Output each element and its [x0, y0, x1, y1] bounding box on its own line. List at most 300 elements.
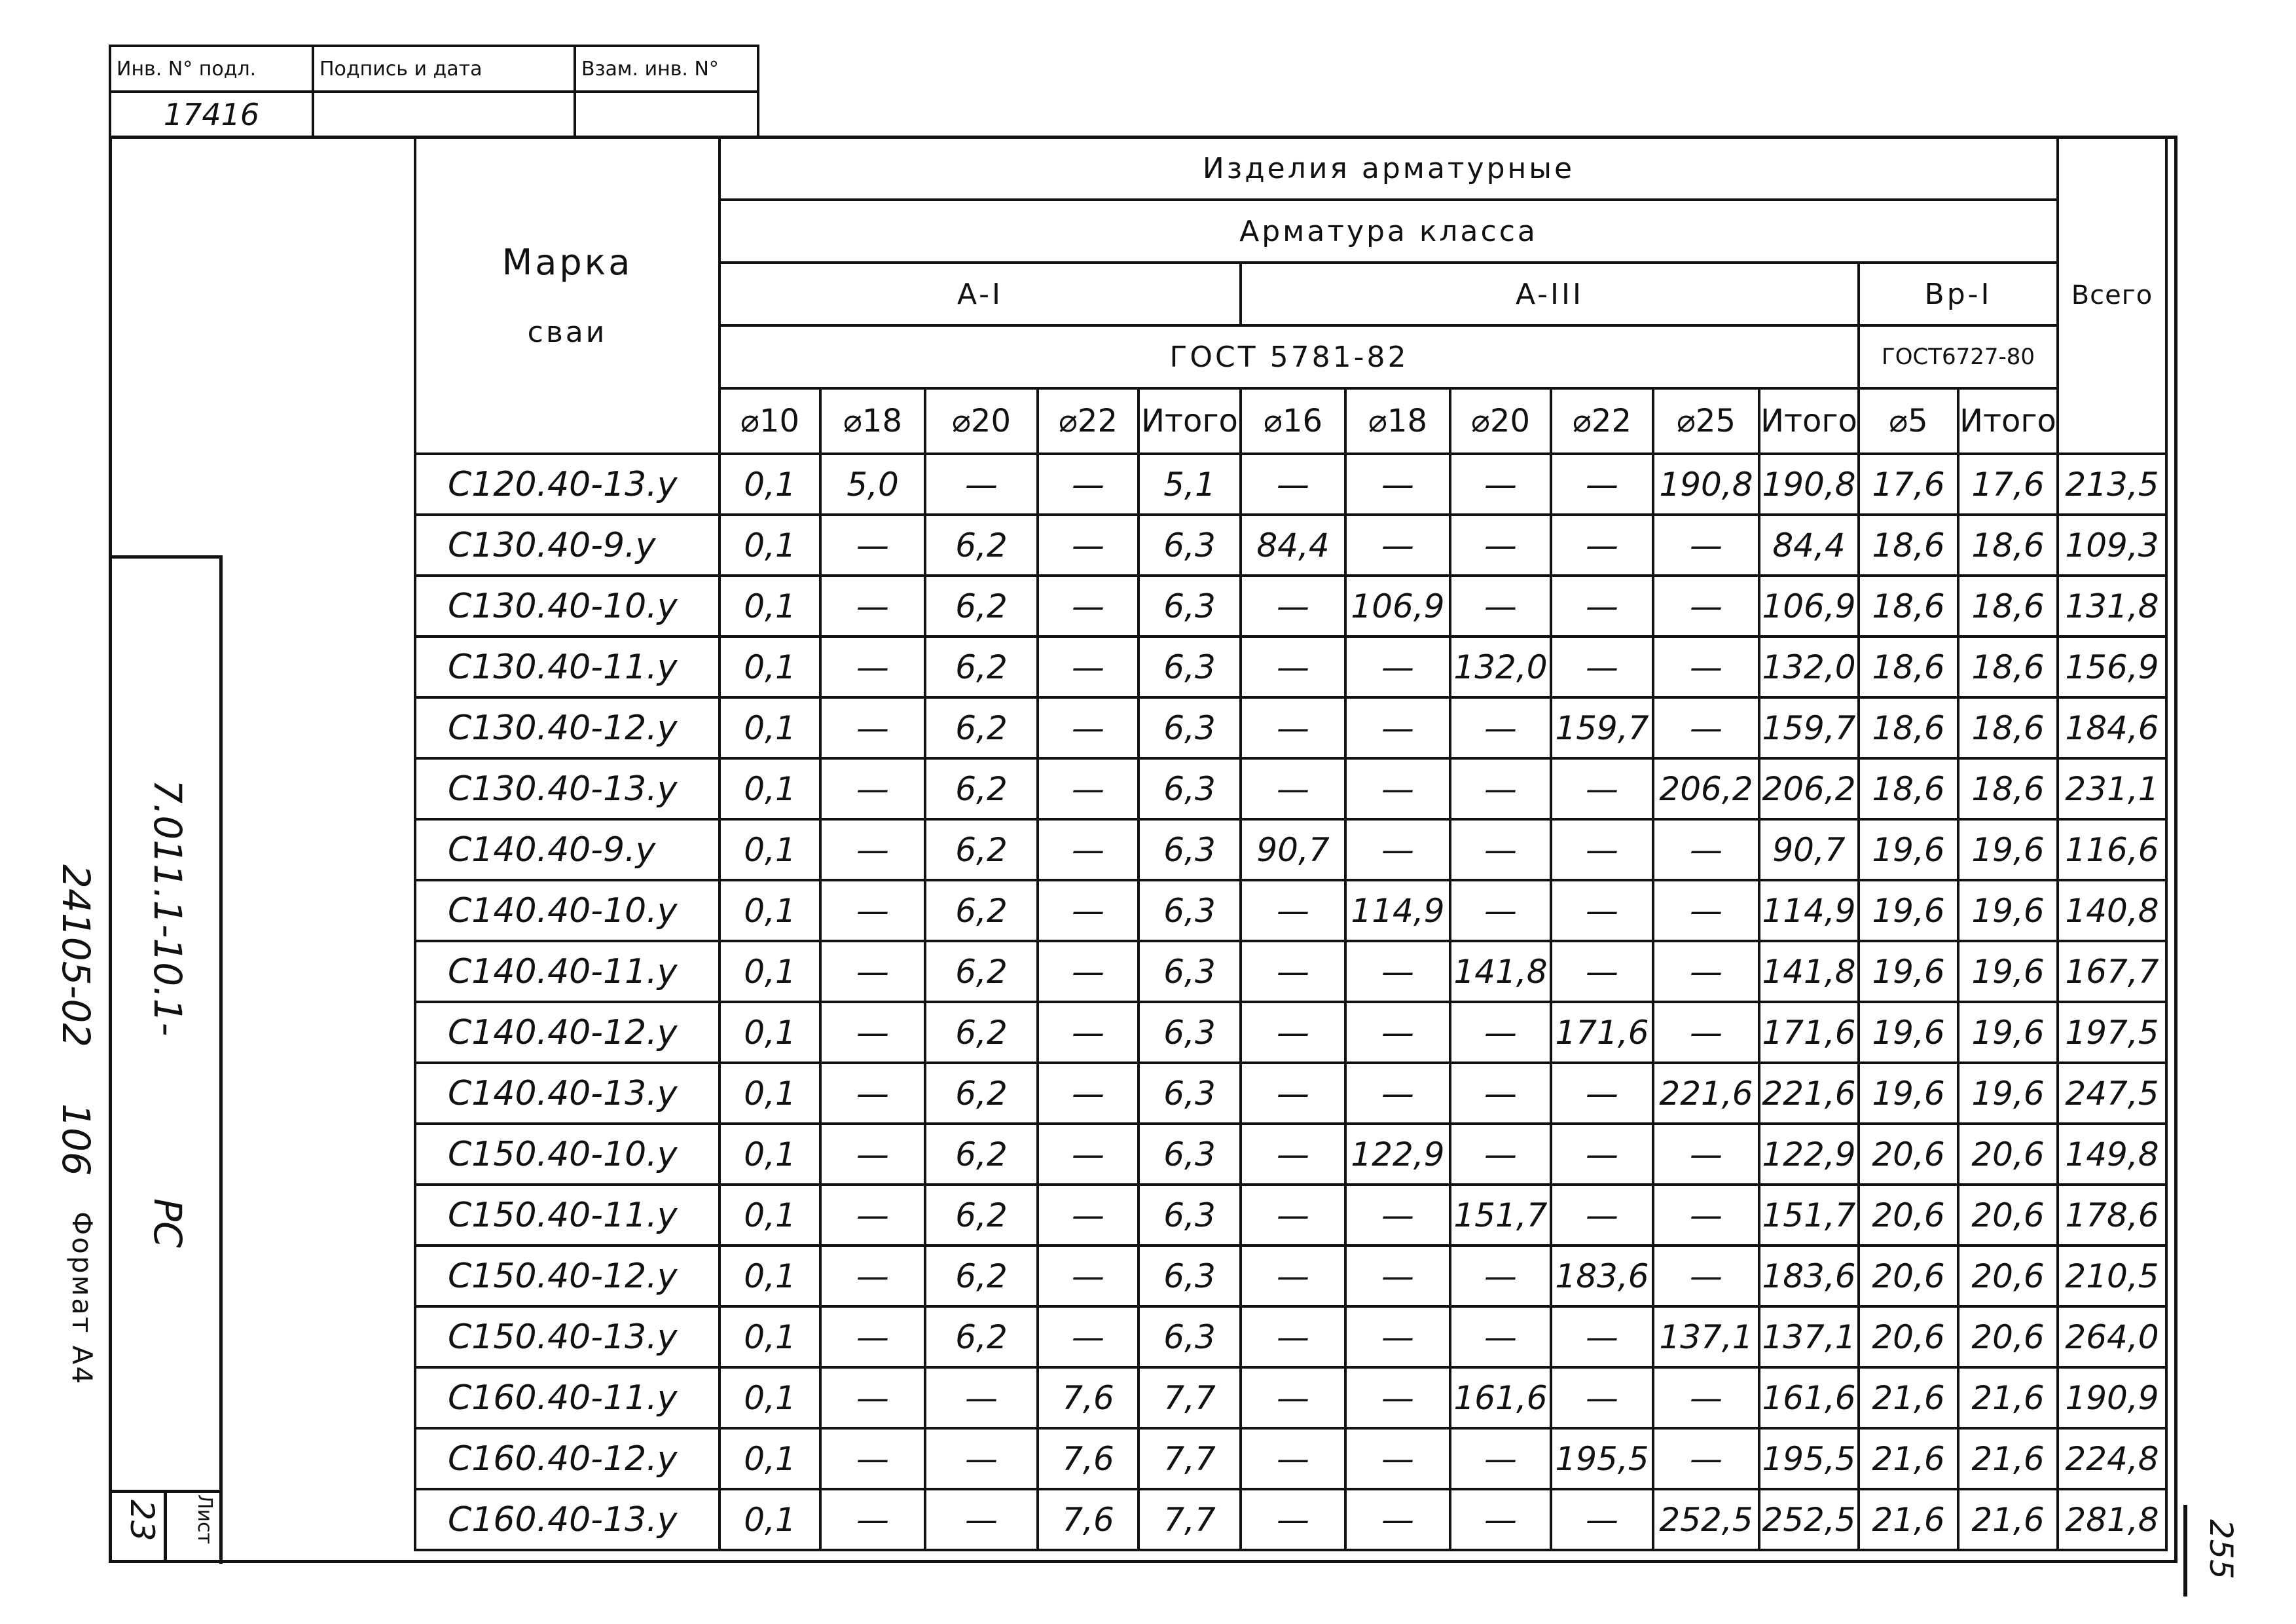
stamp-header-inv: Инв. N° подл.	[110, 46, 313, 92]
reinforcement-table	[414, 136, 2168, 1551]
table-cell: —	[1241, 1246, 1345, 1306]
table-cell: 178,6	[2058, 1185, 2166, 1246]
page-number-rule	[2183, 1505, 2187, 1596]
table-cell: 6,3	[1139, 1002, 1241, 1063]
table-cell: 17,6	[1859, 454, 1958, 515]
table-cell: —	[1241, 1367, 1345, 1428]
table-cell: —	[1450, 576, 1551, 637]
table-cell: 6,3	[1139, 1063, 1241, 1124]
table-cell: —	[1241, 1124, 1345, 1185]
class-a1-header: A-I	[720, 263, 1241, 325]
products-header: Изделия арматурные	[720, 137, 2058, 200]
table-cell: 132,0	[1450, 637, 1551, 697]
table-cell: 7,6	[1038, 1367, 1139, 1428]
table-cell: —	[1653, 880, 1759, 941]
table-cell: 19,6	[1859, 1002, 1958, 1063]
edition: 106	[54, 1103, 98, 1176]
table-cell: 6,2	[925, 941, 1038, 1002]
table-cell: 6,3	[1139, 1185, 1241, 1246]
table-cell: 195,5	[1759, 1428, 1859, 1489]
table-cell: 20,6	[1859, 1185, 1958, 1246]
table-cell: —	[1653, 637, 1759, 697]
table-cell: 84,4	[1759, 515, 1859, 576]
table-cell: 5,1	[1139, 454, 1241, 515]
table-cell: —	[1653, 1428, 1759, 1489]
table-row	[415, 1489, 2166, 1550]
gost-b-header: ГОСТ6727-80	[1859, 325, 2058, 388]
pile-mark: С130.40-13.у	[415, 758, 720, 819]
column-header: ⌀22	[1551, 388, 1653, 454]
table-cell: 0,1	[720, 1489, 820, 1550]
table-cell: —	[1450, 758, 1551, 819]
table-cell: —	[1345, 454, 1450, 515]
table-cell: —	[820, 576, 925, 637]
table-cell: 206,2	[1759, 758, 1859, 819]
table-cell: 20,6	[1958, 1246, 2058, 1306]
table-cell: 0,1	[720, 880, 820, 941]
table-cell: 19,6	[1958, 880, 2058, 941]
table-cell: —	[820, 1185, 925, 1246]
table-row	[415, 880, 2166, 941]
format-label: Формат А4	[66, 1211, 98, 1386]
table-cell: —	[1345, 1489, 1450, 1550]
table-cell: —	[820, 1246, 925, 1306]
table-row	[415, 1246, 2166, 1306]
table-row	[415, 1367, 2166, 1428]
doc-code: 7.011.1-10.1-	[145, 779, 190, 1037]
table-cell: —	[1551, 1185, 1653, 1246]
table-cell: —	[1653, 819, 1759, 880]
table-cell: —	[1038, 1124, 1139, 1185]
table-cell: —	[1345, 697, 1450, 758]
table-cell: 171,6	[1551, 1002, 1653, 1063]
page-number: 255	[2202, 1519, 2239, 1579]
table-cell: 7,7	[1139, 1489, 1241, 1550]
table-row	[415, 1185, 2166, 1246]
table-cell: —	[820, 1002, 925, 1063]
table-cell: 151,7	[1450, 1185, 1551, 1246]
table-cell: 20,6	[1859, 1124, 1958, 1185]
table-cell: —	[1551, 454, 1653, 515]
pile-mark: С150.40-13.у	[415, 1306, 720, 1367]
table-cell: —	[820, 941, 925, 1002]
table-cell: —	[1450, 515, 1551, 576]
stamp-header-replaced: Взам. инв. N°	[575, 46, 758, 92]
table-cell: 137,1	[1653, 1306, 1759, 1367]
table-cell: —	[1241, 1185, 1345, 1246]
table-cell: 6,2	[925, 1002, 1038, 1063]
pile-mark: С160.40-13.у	[415, 1489, 720, 1550]
table-cell: 141,8	[1759, 941, 1859, 1002]
table-cell: 19,6	[1958, 819, 2058, 880]
table-cell: —	[1038, 819, 1139, 880]
table-cell: 19,6	[1859, 941, 1958, 1002]
table-cell: 0,1	[720, 515, 820, 576]
table-cell: 7,6	[1038, 1489, 1139, 1550]
table-cell: —	[1450, 1063, 1551, 1124]
table-cell: 21,6	[1958, 1489, 2058, 1550]
pile-mark: С150.40-11.у	[415, 1185, 720, 1246]
table-cell: 141,8	[1450, 941, 1551, 1002]
table-cell: 7,6	[1038, 1428, 1139, 1489]
table-cell: —	[1241, 1002, 1345, 1063]
table-cell: 6,2	[925, 576, 1038, 637]
table-cell: 122,9	[1345, 1124, 1450, 1185]
table-cell: —	[1345, 1428, 1450, 1489]
table-cell: 0,1	[720, 697, 820, 758]
pile-mark: С150.40-12.у	[415, 1246, 720, 1306]
table-cell: 19,6	[1859, 819, 1958, 880]
table-cell: 6,3	[1139, 1306, 1241, 1367]
table-cell: —	[1241, 1489, 1345, 1550]
table-cell: —	[1551, 758, 1653, 819]
table-cell: —	[1653, 1185, 1759, 1246]
table-cell: —	[820, 515, 925, 576]
table-cell: 109,3	[2058, 515, 2166, 576]
table-cell: 18,6	[1958, 515, 2058, 576]
table-row	[415, 819, 2166, 880]
table-cell: —	[1241, 880, 1345, 941]
table-cell: 0,1	[720, 576, 820, 637]
table-cell: —	[820, 1306, 925, 1367]
table-cell: —	[1241, 1063, 1345, 1124]
table-cell: —	[1038, 758, 1139, 819]
column-header: Итого	[1139, 388, 1241, 454]
column-header: ⌀16	[1241, 388, 1345, 454]
table-cell: —	[1345, 941, 1450, 1002]
column-header: ⌀18	[1345, 388, 1450, 454]
table-cell: 184,6	[2058, 697, 2166, 758]
table-cell: —	[1038, 515, 1139, 576]
table-cell: 106,9	[1345, 576, 1450, 637]
table-cell: 114,9	[1759, 880, 1859, 941]
table-cell: 6,3	[1139, 880, 1241, 941]
table-cell: —	[820, 880, 925, 941]
table-cell: —	[820, 637, 925, 697]
table-cell: 18,6	[1859, 758, 1958, 819]
table-cell: 20,6	[1859, 1246, 1958, 1306]
table-cell: 195,5	[1551, 1428, 1653, 1489]
table-cell: —	[1551, 1489, 1653, 1550]
table-cell: 19,6	[1958, 941, 2058, 1002]
table-cell: 18,6	[1958, 637, 2058, 697]
table-row	[415, 941, 2166, 1002]
table-cell: 190,8	[1653, 454, 1759, 515]
column-header: ⌀20	[925, 388, 1038, 454]
table-cell: 0,1	[720, 819, 820, 880]
table-cell: —	[1345, 758, 1450, 819]
class-header: Арматура класса	[720, 200, 2058, 263]
table-cell: 221,6	[1759, 1063, 1859, 1124]
table-cell: 114,9	[1345, 880, 1450, 941]
table-cell: 20,6	[1958, 1306, 2058, 1367]
table-cell: —	[1551, 819, 1653, 880]
class-bp1-header: Bp-I	[1859, 263, 2058, 325]
stage-label: РС	[145, 1198, 190, 1248]
pile-mark: С120.40-13.у	[415, 454, 720, 515]
table-cell: —	[925, 454, 1038, 515]
table-row	[415, 1306, 2166, 1367]
pile-mark: С160.40-11.у	[415, 1367, 720, 1428]
table-cell: —	[1551, 941, 1653, 1002]
table-cell: 6,3	[1139, 941, 1241, 1002]
table-cell: 17,6	[1958, 454, 2058, 515]
table-cell: 0,1	[720, 941, 820, 1002]
table-cell: —	[1450, 819, 1551, 880]
table-cell: 19,6	[1958, 1063, 2058, 1124]
table-cell: —	[1551, 1306, 1653, 1367]
column-header: ⌀5	[1859, 388, 1958, 454]
table-cell: —	[1038, 454, 1139, 515]
column-header: ⌀10	[720, 388, 820, 454]
table-cell: —	[1653, 1002, 1759, 1063]
table-cell: —	[1241, 758, 1345, 819]
table-cell: 183,6	[1759, 1246, 1859, 1306]
table-cell: 247,5	[2058, 1063, 2166, 1124]
table-cell: —	[1551, 637, 1653, 697]
table-row	[415, 1124, 2166, 1185]
column-header: Итого	[1958, 388, 2058, 454]
table-cell: —	[1551, 880, 1653, 941]
pile-mark: С140.40-13.у	[415, 1063, 720, 1124]
table-cell: 190,8	[1759, 454, 1859, 515]
pile-mark: С140.40-9.у	[415, 819, 720, 880]
table-cell: —	[1450, 1124, 1551, 1185]
table-cell: 132,0	[1759, 637, 1859, 697]
table-cell: —	[1038, 697, 1139, 758]
table-cell: —	[1241, 576, 1345, 637]
table-cell: 6,2	[925, 880, 1038, 941]
table-cell: 156,9	[2058, 637, 2166, 697]
pile-mark: С130.40-12.у	[415, 697, 720, 758]
table-cell: 21,6	[1859, 1489, 1958, 1550]
table-cell: 6,3	[1139, 1124, 1241, 1185]
doc-code-2: 24105-02	[54, 864, 98, 1048]
table-cell: —	[1038, 1185, 1139, 1246]
table-cell: —	[1551, 1063, 1653, 1124]
table-cell: 161,6	[1759, 1367, 1859, 1428]
table-cell: —	[1551, 515, 1653, 576]
table-cell: 167,7	[2058, 941, 2166, 1002]
table-cell: 206,2	[1653, 758, 1759, 819]
table-cell: 18,6	[1859, 637, 1958, 697]
pile-mark: С150.40-10.у	[415, 1124, 720, 1185]
table-cell: 90,7	[1241, 819, 1345, 880]
table-row	[415, 637, 2166, 697]
table-cell: 264,0	[2058, 1306, 2166, 1367]
table-cell: —	[1653, 1246, 1759, 1306]
table-cell: 221,6	[1653, 1063, 1759, 1124]
table-cell: 0,1	[720, 1428, 820, 1489]
table-cell: —	[1450, 880, 1551, 941]
pile-mark: С160.40-12.у	[415, 1428, 720, 1489]
table-cell: 106,9	[1759, 576, 1859, 637]
table-cell: —	[1241, 454, 1345, 515]
table-cell: 116,6	[2058, 819, 2166, 880]
gost-a-header: ГОСТ 5781-82	[720, 325, 1859, 388]
table-cell: —	[1345, 1367, 1450, 1428]
table-cell: 18,6	[1958, 758, 2058, 819]
table-cell: 19,6	[1859, 1063, 1958, 1124]
table-cell: —	[820, 697, 925, 758]
table-cell: 159,7	[1551, 697, 1653, 758]
table-cell: 0,1	[720, 1306, 820, 1367]
table-cell: 6,2	[925, 515, 1038, 576]
table-cell: —	[1038, 1063, 1139, 1124]
table-cell: 140,8	[2058, 880, 2166, 941]
table-cell: —	[1551, 1124, 1653, 1185]
table-cell: 6,2	[925, 637, 1038, 697]
table-row	[415, 454, 2166, 515]
table-cell: 5,0	[820, 454, 925, 515]
table-cell: —	[820, 819, 925, 880]
table-cell: 0,1	[720, 758, 820, 819]
table-cell: 7,7	[1139, 1428, 1241, 1489]
mark-header-2: сваи	[527, 316, 608, 349]
table-cell: 122,9	[1759, 1124, 1859, 1185]
table-cell: 197,5	[2058, 1002, 2166, 1063]
table-cell: —	[820, 1489, 925, 1550]
table-cell: 0,1	[720, 1367, 820, 1428]
sheet-box-divider	[164, 1490, 167, 1563]
table-row	[415, 758, 2166, 819]
table-cell: —	[1450, 697, 1551, 758]
table-cell: 281,8	[2058, 1489, 2166, 1550]
table-cell: —	[1653, 697, 1759, 758]
table-cell: —	[1345, 1306, 1450, 1367]
table-cell: —	[1450, 1489, 1551, 1550]
table-cell: 18,6	[1958, 697, 2058, 758]
stamp-signature-cell	[313, 92, 575, 138]
table-cell: —	[1345, 1063, 1450, 1124]
table-cell: 6,2	[925, 1246, 1038, 1306]
table-cell: 18,6	[1859, 515, 1958, 576]
table-cell: —	[1241, 1306, 1345, 1367]
table-cell: 6,3	[1139, 697, 1241, 758]
table-cell: —	[1345, 1246, 1450, 1306]
table-cell: —	[1345, 515, 1450, 576]
table-cell: —	[1038, 576, 1139, 637]
sheet-number: 23	[123, 1500, 161, 1541]
table-cell: —	[820, 1063, 925, 1124]
table-cell: 21,6	[1958, 1428, 2058, 1489]
table-cell: —	[1450, 1246, 1551, 1306]
table-cell: —	[925, 1428, 1038, 1489]
table-cell: 18,6	[1859, 697, 1958, 758]
table-cell: 20,6	[1859, 1306, 1958, 1367]
table-cell: —	[1653, 576, 1759, 637]
stamp-replaced-cell	[575, 92, 758, 138]
table-cell: 252,5	[1759, 1489, 1859, 1550]
table-cell: —	[1241, 637, 1345, 697]
table-cell: 149,8	[2058, 1124, 2166, 1185]
table-cell: 20,6	[1958, 1185, 2058, 1246]
mark-header: Марка	[501, 242, 633, 283]
table-cell: 6,2	[925, 819, 1038, 880]
pile-mark: С140.40-11.у	[415, 941, 720, 1002]
stamp-header-signature: Подпись и дата	[313, 46, 575, 92]
table-cell: —	[1345, 819, 1450, 880]
column-header: Итого	[1759, 388, 1859, 454]
table-row	[415, 515, 2166, 576]
table-cell: 21,6	[1958, 1367, 2058, 1428]
table-cell: 151,7	[1759, 1185, 1859, 1246]
table-cell: —	[1450, 454, 1551, 515]
table-cell: 0,1	[720, 637, 820, 697]
table-cell: 0,1	[720, 1002, 820, 1063]
table-cell: 6,2	[925, 697, 1038, 758]
table-cell: —	[1038, 1246, 1139, 1306]
table-cell: 6,3	[1139, 576, 1241, 637]
table-cell: 171,6	[1759, 1002, 1859, 1063]
table-cell: —	[820, 1367, 925, 1428]
table-cell: 20,6	[1958, 1124, 2058, 1185]
class-a3-header: A-III	[1241, 263, 1859, 325]
table-cell: —	[1345, 1185, 1450, 1246]
table-row	[415, 1002, 2166, 1063]
table-cell: 0,1	[720, 1185, 820, 1246]
table-cell: 6,3	[1139, 758, 1241, 819]
table-cell: 18,6	[1859, 576, 1958, 637]
table-cell: 0,1	[720, 454, 820, 515]
table-cell: —	[1551, 576, 1653, 637]
table-cell: 6,3	[1139, 637, 1241, 697]
table-cell: 21,6	[1859, 1367, 1958, 1428]
table-cell: 21,6	[1859, 1428, 1958, 1489]
table-cell: 210,5	[2058, 1246, 2166, 1306]
table-cell: —	[1038, 880, 1139, 941]
pile-mark: С130.40-11.у	[415, 637, 720, 697]
pile-mark: С140.40-12.у	[415, 1002, 720, 1063]
table-cell: 213,5	[2058, 454, 2166, 515]
table-cell: —	[1653, 941, 1759, 1002]
table-cell: 19,6	[1859, 880, 1958, 941]
table-cell: —	[1038, 1002, 1139, 1063]
column-header: ⌀22	[1038, 388, 1139, 454]
table-cell: —	[820, 758, 925, 819]
table-cell: 6,2	[925, 1124, 1038, 1185]
table-cell: 183,6	[1551, 1246, 1653, 1306]
column-header: ⌀18	[820, 388, 925, 454]
stamp-inv-number: 17416	[110, 92, 313, 138]
table-cell: —	[925, 1489, 1038, 1550]
table-cell: —	[1653, 1367, 1759, 1428]
table-body	[415, 454, 2166, 1550]
table-cell: 18,6	[1958, 576, 2058, 637]
table-cell: 84,4	[1241, 515, 1345, 576]
table-cell: —	[1345, 637, 1450, 697]
table-cell: 190,9	[2058, 1367, 2166, 1428]
mark-header-cell	[415, 137, 720, 454]
table-cell: —	[820, 1428, 925, 1489]
table-cell: 6,2	[925, 1306, 1038, 1367]
table-cell: 161,6	[1450, 1367, 1551, 1428]
table-row	[415, 697, 2166, 758]
table-cell: 224,8	[2058, 1428, 2166, 1489]
table-cell: 6,2	[925, 1185, 1038, 1246]
table-cell: 6,3	[1139, 819, 1241, 880]
approval-stamp	[109, 45, 759, 139]
pile-mark: С130.40-9.у	[415, 515, 720, 576]
table-cell: —	[1450, 1428, 1551, 1489]
table-cell: 6,2	[925, 758, 1038, 819]
table-cell: 90,7	[1759, 819, 1859, 880]
table-cell: —	[1450, 1306, 1551, 1367]
column-header: ⌀25	[1653, 388, 1759, 454]
table-row	[415, 576, 2166, 637]
table-cell: 231,1	[2058, 758, 2166, 819]
table-cell: 131,8	[2058, 576, 2166, 637]
